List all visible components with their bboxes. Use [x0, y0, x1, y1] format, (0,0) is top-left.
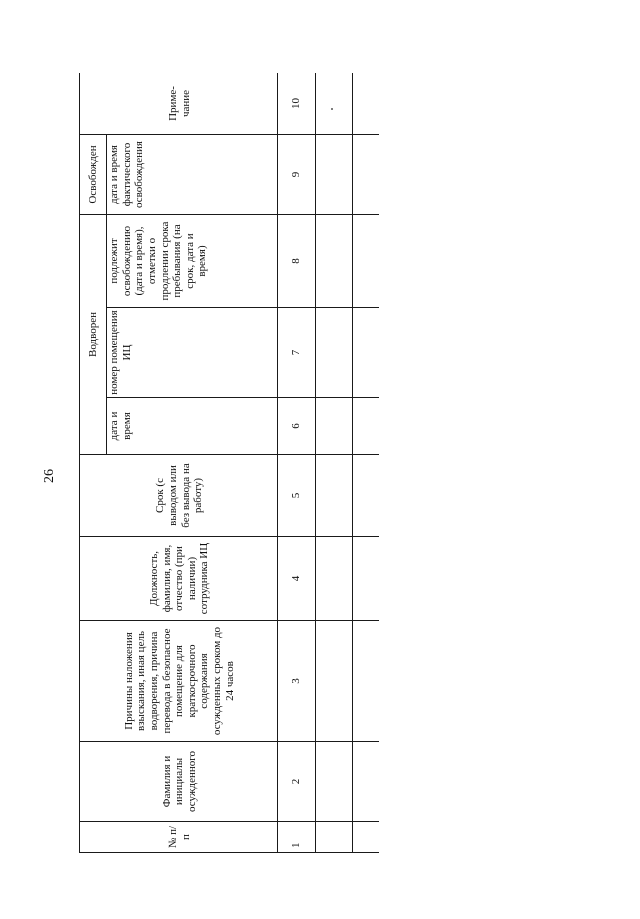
column-number-cell: 6: [278, 398, 316, 455]
table-cell: [316, 621, 353, 742]
table-cell: [316, 215, 353, 308]
page-number: 26: [42, 469, 57, 483]
column-number-cell: 9: [278, 135, 316, 215]
table-cell: [353, 537, 380, 621]
header-placed-room: номер помещения ИЦ: [107, 308, 278, 398]
column-number-cell: 1: [278, 822, 316, 853]
table-cell: [353, 742, 380, 822]
scan-speck: [331, 108, 333, 110]
table-cell: [353, 455, 380, 537]
detention-log-table: [79, 73, 379, 853]
table-cell: [353, 308, 380, 398]
column-number-cell: 5: [278, 455, 316, 537]
table-cell: [316, 73, 353, 135]
table-cell: [316, 308, 353, 398]
header-term: Срок (с выводом или без вывода на работу): [80, 455, 278, 537]
header-officer: Должность, фамилия, имя, отчество (при наличии) сотрудника ИЦ: [80, 537, 278, 621]
column-number-cell: 10: [278, 73, 316, 135]
table-row: [316, 73, 353, 853]
header-row-top: [80, 73, 107, 853]
table-row: [353, 73, 380, 853]
header-number: № п/п: [80, 822, 278, 853]
column-number-cell: 4: [278, 537, 316, 621]
header-note: Приме-чание: [80, 73, 278, 135]
column-number-row: [278, 73, 316, 853]
header-reason: Причины наложения взыскания, иная цель водворения, причина перевода в безопасное помещение для краткосрочного содержания осужденных сроком до 24 часов: [80, 621, 278, 742]
header-placed-datetime: дата и время: [107, 398, 278, 455]
table-cell: [316, 398, 353, 455]
table-cell: [353, 73, 380, 135]
header-placed: Водворен: [80, 215, 107, 455]
column-number-cell: 2: [278, 742, 316, 822]
table-cell: [316, 455, 353, 537]
table-cell: [353, 135, 380, 215]
header-name: Фамилия и инициалы осужденного: [80, 742, 278, 822]
column-number-cell: 8: [278, 215, 316, 308]
table-cell: [353, 822, 380, 853]
header-released: Освобожден: [80, 135, 107, 215]
header-placed-release: подлежит освобождению (дата и время), отметки о продлении срока пребывания (на срок, дата и время): [107, 215, 278, 308]
column-number-cell: 3: [278, 621, 316, 742]
table-cell: [316, 135, 353, 215]
rotated-table-frame: [79, 73, 379, 853]
rotated-table-container: [79, 73, 379, 853]
table-cell: [353, 215, 380, 308]
table-cell: [353, 398, 380, 455]
table-cell: [353, 621, 380, 742]
column-number-cell: 7: [278, 308, 316, 398]
table-cell: [316, 537, 353, 621]
table-cell: [316, 822, 353, 853]
header-released-datetime: дата и время фактического освобождения: [107, 135, 278, 215]
table-cell: [316, 742, 353, 822]
